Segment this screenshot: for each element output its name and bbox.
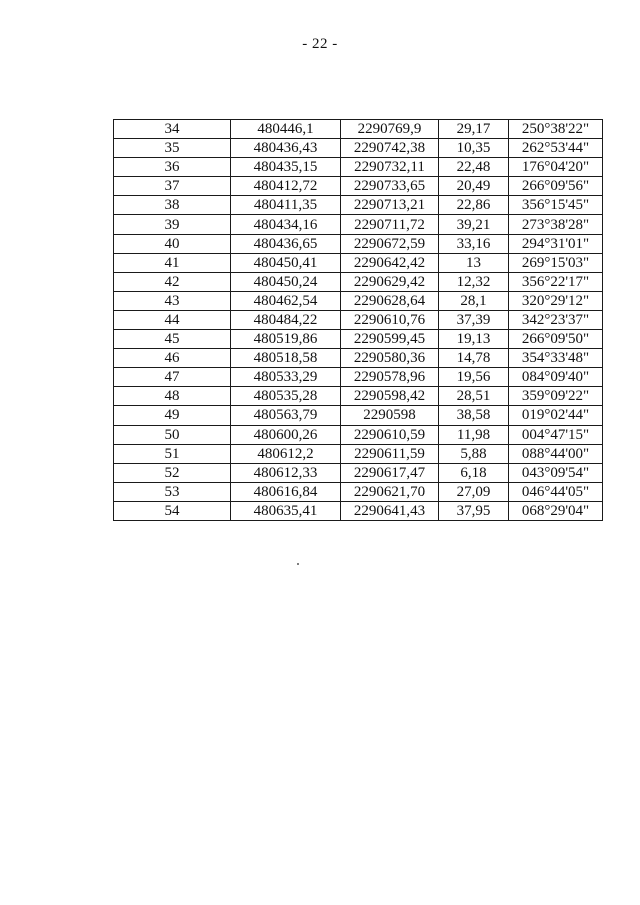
distance-cell: 12,32 (439, 272, 509, 291)
x-coordinate-cell: 480533,29 (231, 368, 341, 387)
table-row (114, 139, 603, 158)
y-coordinate-cell: 2290598 (341, 406, 439, 425)
table-row (114, 330, 603, 349)
table-row (114, 272, 603, 291)
x-coordinate-cell: 480446,1 (231, 120, 341, 139)
bearing-angle-cell: 019°02'44" (509, 406, 603, 425)
point-number-cell: 34 (114, 120, 231, 139)
table-row (114, 406, 603, 425)
bearing-angle-cell: 356°15'45" (509, 196, 603, 215)
point-number-cell: 51 (114, 444, 231, 463)
bearing-angle-cell: 043°09'54" (509, 463, 603, 482)
point-number-cell: 50 (114, 425, 231, 444)
point-number-cell: 46 (114, 349, 231, 368)
y-coordinate-cell: 2290641,43 (341, 501, 439, 520)
table-row (114, 215, 603, 234)
x-coordinate-cell: 480450,24 (231, 272, 341, 291)
x-coordinate-cell: 480436,65 (231, 234, 341, 253)
bearing-angle-cell: 266°09'50" (509, 330, 603, 349)
table-row (114, 425, 603, 444)
point-number-cell: 49 (114, 406, 231, 425)
point-number-cell: 37 (114, 177, 231, 196)
point-number-cell: 53 (114, 482, 231, 501)
y-coordinate-cell: 2290642,42 (341, 253, 439, 272)
bearing-angle-cell: 004°47'15" (509, 425, 603, 444)
table-row (114, 158, 603, 177)
table-row (114, 387, 603, 406)
bearing-angle-cell: 359°09'22" (509, 387, 603, 406)
y-coordinate-cell: 2290732,11 (341, 158, 439, 177)
y-coordinate-cell: 2290733,65 (341, 177, 439, 196)
bearing-angle-cell: 294°31'01" (509, 234, 603, 253)
distance-cell: 28,1 (439, 291, 509, 310)
point-number-cell: 54 (114, 501, 231, 520)
table-row (114, 177, 603, 196)
x-coordinate-cell: 480462,54 (231, 291, 341, 310)
y-coordinate-cell: 2290578,96 (341, 368, 439, 387)
distance-cell: 19,56 (439, 368, 509, 387)
table-row (114, 501, 603, 520)
page-number: - 22 - (302, 36, 338, 52)
distance-cell: 13 (439, 253, 509, 272)
y-coordinate-cell: 2290610,76 (341, 310, 439, 329)
table-row (114, 234, 603, 253)
point-number-cell: 48 (114, 387, 231, 406)
table-row (114, 196, 603, 215)
bearing-angle-cell: 084°09'40" (509, 368, 603, 387)
point-number-cell: 38 (114, 196, 231, 215)
bearing-angle-cell: 046°44'05" (509, 482, 603, 501)
scan-dot (297, 563, 299, 565)
x-coordinate-cell: 480600,26 (231, 425, 341, 444)
y-coordinate-cell: 2290610,59 (341, 425, 439, 444)
x-coordinate-cell: 480450,41 (231, 253, 341, 272)
x-coordinate-cell: 480612,33 (231, 463, 341, 482)
x-coordinate-cell: 480484,22 (231, 310, 341, 329)
distance-cell: 22,48 (439, 158, 509, 177)
point-number-cell: 45 (114, 330, 231, 349)
y-coordinate-cell: 2290628,64 (341, 291, 439, 310)
point-number-cell: 43 (114, 291, 231, 310)
distance-cell: 29,17 (439, 120, 509, 139)
y-coordinate-cell: 2290621,70 (341, 482, 439, 501)
point-number-cell: 39 (114, 215, 231, 234)
y-coordinate-cell: 2290742,38 (341, 139, 439, 158)
table-row (114, 463, 603, 482)
table-row (114, 349, 603, 368)
y-coordinate-cell: 2290617,47 (341, 463, 439, 482)
point-number-cell: 41 (114, 253, 231, 272)
point-number-cell: 44 (114, 310, 231, 329)
coordinates-table (113, 119, 603, 521)
point-number-cell: 52 (114, 463, 231, 482)
y-coordinate-cell: 2290629,42 (341, 272, 439, 291)
table-row (114, 253, 603, 272)
point-number-cell: 42 (114, 272, 231, 291)
distance-cell: 33,16 (439, 234, 509, 253)
x-coordinate-cell: 480434,16 (231, 215, 341, 234)
x-coordinate-cell: 480436,43 (231, 139, 341, 158)
table-row (114, 444, 603, 463)
bearing-angle-cell: 250°38'22" (509, 120, 603, 139)
table-row (114, 120, 603, 139)
coordinates-table-body (114, 120, 603, 521)
x-coordinate-cell: 480635,41 (231, 501, 341, 520)
x-coordinate-cell: 480535,28 (231, 387, 341, 406)
x-coordinate-cell: 480412,72 (231, 177, 341, 196)
bearing-angle-cell: 266°09'56" (509, 177, 603, 196)
point-number-cell: 35 (114, 139, 231, 158)
table-row (114, 310, 603, 329)
table-row (114, 368, 603, 387)
distance-cell: 14,78 (439, 349, 509, 368)
point-number-cell: 36 (114, 158, 231, 177)
y-coordinate-cell: 2290599,45 (341, 330, 439, 349)
distance-cell: 22,86 (439, 196, 509, 215)
bearing-angle-cell: 342°23'37" (509, 310, 603, 329)
y-coordinate-cell: 2290713,21 (341, 196, 439, 215)
distance-cell: 6,18 (439, 463, 509, 482)
y-coordinate-cell: 2290611,59 (341, 444, 439, 463)
y-coordinate-cell: 2290580,36 (341, 349, 439, 368)
bearing-angle-cell: 320°29'12" (509, 291, 603, 310)
y-coordinate-cell: 2290711,72 (341, 215, 439, 234)
x-coordinate-cell: 480563,79 (231, 406, 341, 425)
distance-cell: 37,39 (439, 310, 509, 329)
y-coordinate-cell: 2290598,42 (341, 387, 439, 406)
distance-cell: 20,49 (439, 177, 509, 196)
bearing-angle-cell: 068°29'04" (509, 501, 603, 520)
distance-cell: 5,88 (439, 444, 509, 463)
x-coordinate-cell: 480612,2 (231, 444, 341, 463)
bearing-angle-cell: 269°15'03" (509, 253, 603, 272)
x-coordinate-cell: 480616,84 (231, 482, 341, 501)
distance-cell: 27,09 (439, 482, 509, 501)
distance-cell: 11,98 (439, 425, 509, 444)
bearing-angle-cell: 176°04'20" (509, 158, 603, 177)
x-coordinate-cell: 480411,35 (231, 196, 341, 215)
distance-cell: 38,58 (439, 406, 509, 425)
x-coordinate-cell: 480518,58 (231, 349, 341, 368)
table-row (114, 482, 603, 501)
distance-cell: 10,35 (439, 139, 509, 158)
y-coordinate-cell: 2290672,59 (341, 234, 439, 253)
bearing-angle-cell: 262°53'44" (509, 139, 603, 158)
x-coordinate-cell: 480519,86 (231, 330, 341, 349)
point-number-cell: 40 (114, 234, 231, 253)
x-coordinate-cell: 480435,15 (231, 158, 341, 177)
distance-cell: 19,13 (439, 330, 509, 349)
distance-cell: 37,95 (439, 501, 509, 520)
point-number-cell: 47 (114, 368, 231, 387)
distance-cell: 39,21 (439, 215, 509, 234)
bearing-angle-cell: 356°22'17" (509, 272, 603, 291)
bearing-angle-cell: 273°38'28" (509, 215, 603, 234)
table-row (114, 291, 603, 310)
y-coordinate-cell: 2290769,9 (341, 120, 439, 139)
bearing-angle-cell: 088°44'00" (509, 444, 603, 463)
bearing-angle-cell: 354°33'48" (509, 349, 603, 368)
distance-cell: 28,51 (439, 387, 509, 406)
